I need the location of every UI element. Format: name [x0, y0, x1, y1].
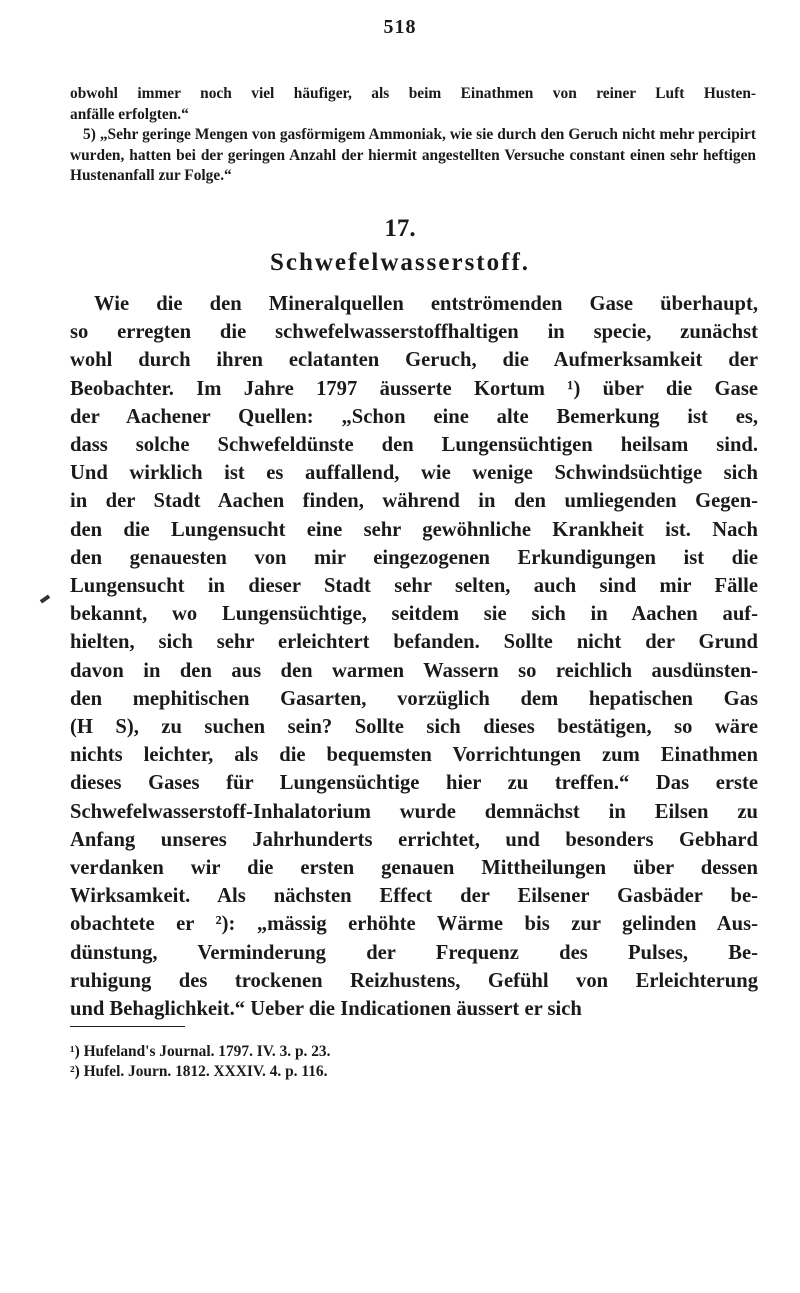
- body-line: der Aachener Quellen: „Schon eine alte Bemerkung ist es,: [70, 405, 758, 428]
- body-line: Beobachter. Im Jahre 1797 äusserte Kortum ¹) über die Gase: [70, 377, 758, 400]
- body-text: [70, 290, 758, 1023]
- body-line: Schwefelwasserstoff-Inhalatorium wurde demnächst in Eilsen zu: [70, 800, 758, 823]
- body-line: obachtete er ²): „mässig erhöhte Wärme bis zur gelinden Aus-: [70, 913, 758, 936]
- footnote-rule: [70, 1026, 185, 1027]
- body-line: hielten, sich sehr erleichtert befanden. Sollte nicht der Grund: [70, 631, 758, 654]
- quote-item-5: [70, 125, 756, 187]
- body-line: dünstung, Verminderung der Frequenz des Pulses, Be-: [70, 941, 758, 964]
- body-line: Wie die den Mineralquellen entströmenden Gase überhaupt,: [94, 293, 758, 315]
- quote-item-5-text: 5) „Sehr geringe Mengen von gasförmigem Ammoniak, wie sie durch den Geruch nicht mehr percipirt wurden, hatten bei der geringen Anzahl der hiermit angestellten Versuche constant einen sehr heftigen Hustenanfall zur Folge.“: [70, 126, 756, 184]
- body-line: verdanken wir die ersten genauen Mittheilungen über dessen: [70, 857, 758, 880]
- body-line: Lungensucht in dieser Stadt sehr selten, auch sind mir Fälle: [70, 575, 758, 598]
- body-line: nichts leichter, als die bequemsten Vorrichtungen zum Einathmen: [70, 744, 758, 767]
- footnotes: [70, 1042, 670, 1082]
- body-line: wohl durch ihren eclatanten Geruch, die Aufmerksamkeit der: [70, 349, 758, 372]
- section-title: Schwefelwasserstoff.: [269, 249, 531, 276]
- body-line: dieses Gases für Lungensüchtige hier zu treffen.“ Das erste: [70, 772, 758, 795]
- quote-line-2: anfälle erfolgten.“: [70, 105, 189, 123]
- body-line: den die Lungensucht eine sehr gewöhnliche Krankheit ist. Nach: [70, 518, 758, 541]
- body-line: den genauesten von mir eingezogenen Erkundigungen ist die: [70, 546, 758, 569]
- body-line: Anfang unseres Jahrhunderts errichtet, und besonders Gebhard: [70, 828, 758, 851]
- body-line: so erregten die schwefelwasserstoffhaltigen in specie, zunächst: [70, 321, 758, 344]
- quote-line-1: obwohl immer noch viel häufiger, als beim Einathmen von reiner Luft Husten-: [70, 85, 756, 102]
- section-number: 17.: [384, 215, 416, 242]
- body-line: dass solche Schwefeldünste den Lungensüchtigen heilsam sind.: [70, 434, 758, 457]
- body-line: in der Stadt Aachen finden, während in den umliegenden Gegen-: [70, 490, 758, 513]
- body-line: ruhigung des trockenen Reizhustens, Gefühl von Erleichterung: [70, 969, 758, 992]
- body-line: den mephitischen Gasarten, vorzüglich dem hepatischen Gas: [70, 687, 758, 710]
- quote-continuation: [70, 84, 756, 125]
- page-number: 518: [383, 16, 417, 38]
- body-line: und Behaglichkeit.“ Ueber die Indicationen äussert er sich: [70, 998, 582, 1021]
- body-line: Und wirklich ist es auffallend, wie wenige Schwindsüchtige sich: [70, 462, 758, 485]
- body-line: Wirksamkeit. Als nächsten Effect der Eilsener Gasbäder be-: [70, 885, 758, 908]
- body-line: davon in den aus den warmen Wassern so reichlich ausdünsten-: [70, 659, 758, 682]
- body-line: bekannt, wo Lungensüchtige, seitdem sie sich in Aachen auf-: [70, 603, 758, 626]
- margin-mark: [40, 594, 50, 603]
- body-line: (H S), zu suchen sein? Sollte sich dieses bestätigen, so wäre: [70, 716, 758, 739]
- footnote-1: ¹) Hufeland's Journal. 1797. IV. 3. p. 23.: [70, 1043, 331, 1060]
- footnote-2: ²) Hufel. Journ. 1812. XXXIV. 4. p. 116.: [70, 1063, 328, 1080]
